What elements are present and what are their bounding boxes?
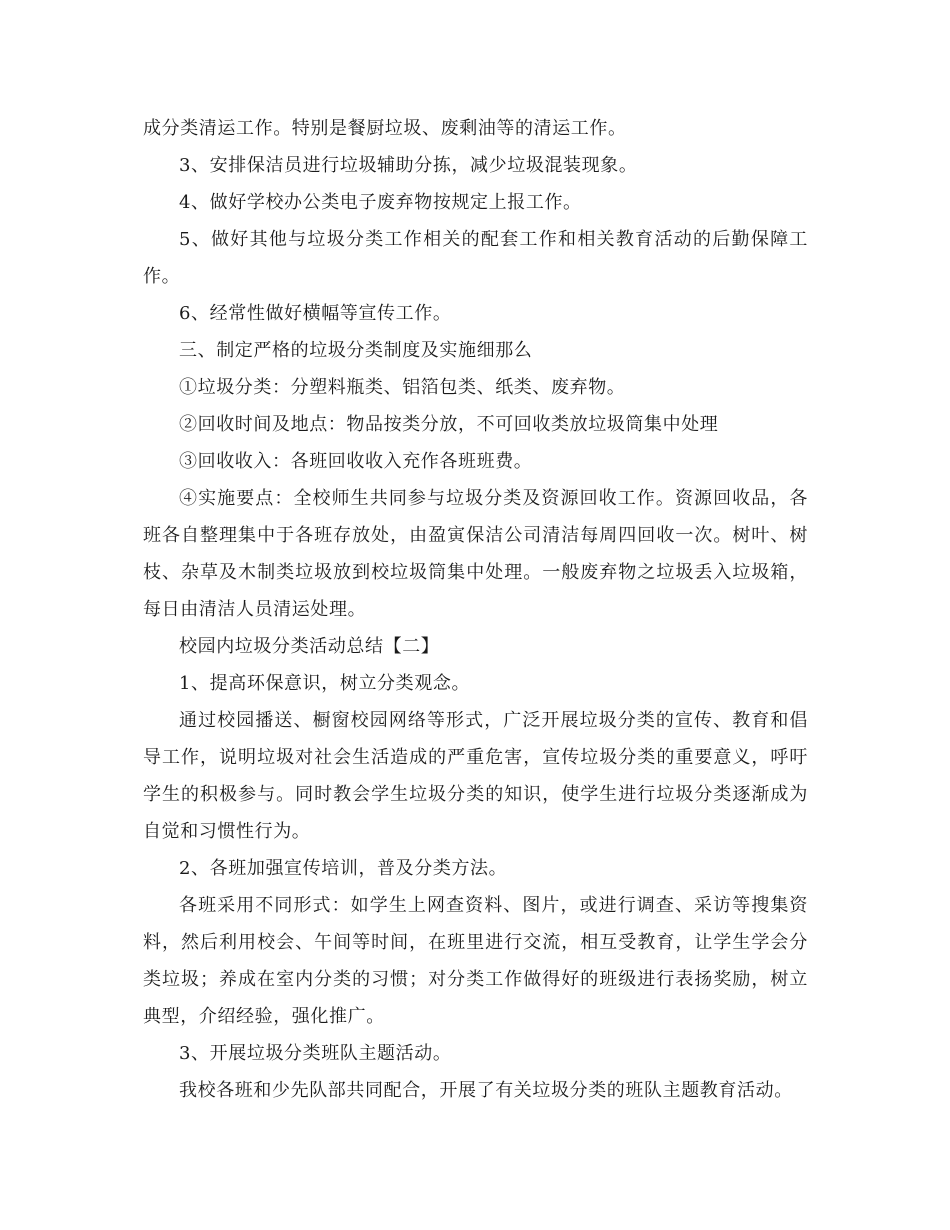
paragraph: 各班采用不同形式：如学生上网查资料、图片，或进行调查、采访等搜集资料，然后利用校会、午间等时间，在班里进行交流，相互受教育，让学生学会分类垃圾；养成在室内分类的习惯；对分类工作做得好的班级进行表扬奖励，树立典型，介绍经验，强化推广。	[143, 895, 808, 1027]
paragraph: ④实施要点：全校师生共同参与垃圾分类及资源回收工作。资源回收品，各班各自整理集中于各班存放处，由盈寅保洁公司清洁每周四回收一次。树叶、树枝、杂草及木制类垃圾放到校垃圾筒集中处理。一般废弃物之垃圾丢入垃圾箱，每日由清洁人员清运处理。	[143, 488, 808, 620]
paragraph: ②回收时间及地点：物品按类分放，不可回收类放垃圾筒集中处理	[179, 414, 719, 435]
paragraph: ①垃圾分类：分塑料瓶类、铝箔包类、纸类、废弃物。	[179, 377, 626, 398]
paragraph: ③回收收入：各班回收收入充作各班班费。	[179, 451, 533, 472]
paragraph: 3、安排保洁员进行垃圾辅助分拣，减少垃圾混装现象。	[179, 155, 638, 176]
paragraph: 通过校园播送、橱窗校园网络等形式，广泛开展垃圾分类的宣传、教育和倡导工作，说明垃圾对社会生活造成的严重危害，宣传垃圾分类的重要意义，呼吁学生的积极参与。同时教会学生垃圾分类的知识，使学生进行垃圾分类逐渐成为自觉和习惯性行为。	[143, 710, 808, 842]
paragraph: 6、经常性做好横幅等宣传工作。	[179, 303, 452, 324]
section-title: 校园内垃圾分类活动总结【二】	[179, 636, 440, 657]
paragraph: 3、开展垃圾分类班队主题活动。	[179, 1043, 452, 1064]
paragraph: 5、做好其他与垃圾分类工作相关的配套工作和相关教育活动的后勤保障工作。	[143, 229, 808, 287]
paragraph: 1、提高环保意识，树立分类观念。	[179, 673, 471, 694]
section-heading: 三、制定严格的垃圾分类制度及实施细那么	[179, 340, 533, 361]
document-body	[143, 110, 808, 1109]
paragraph: 2、各班加强宣传培训，普及分类方法。	[179, 858, 508, 879]
paragraph: 成分类清运工作。特别是餐厨垃圾、废剩油等的清运工作。	[143, 118, 627, 139]
paragraph: 我校各班和少先队部共同配合，开展了有关垃圾分类的班队主题教育活动。	[179, 1080, 793, 1101]
paragraph: 4、做好学校办公类电子废弃物按规定上报工作。	[179, 192, 582, 213]
